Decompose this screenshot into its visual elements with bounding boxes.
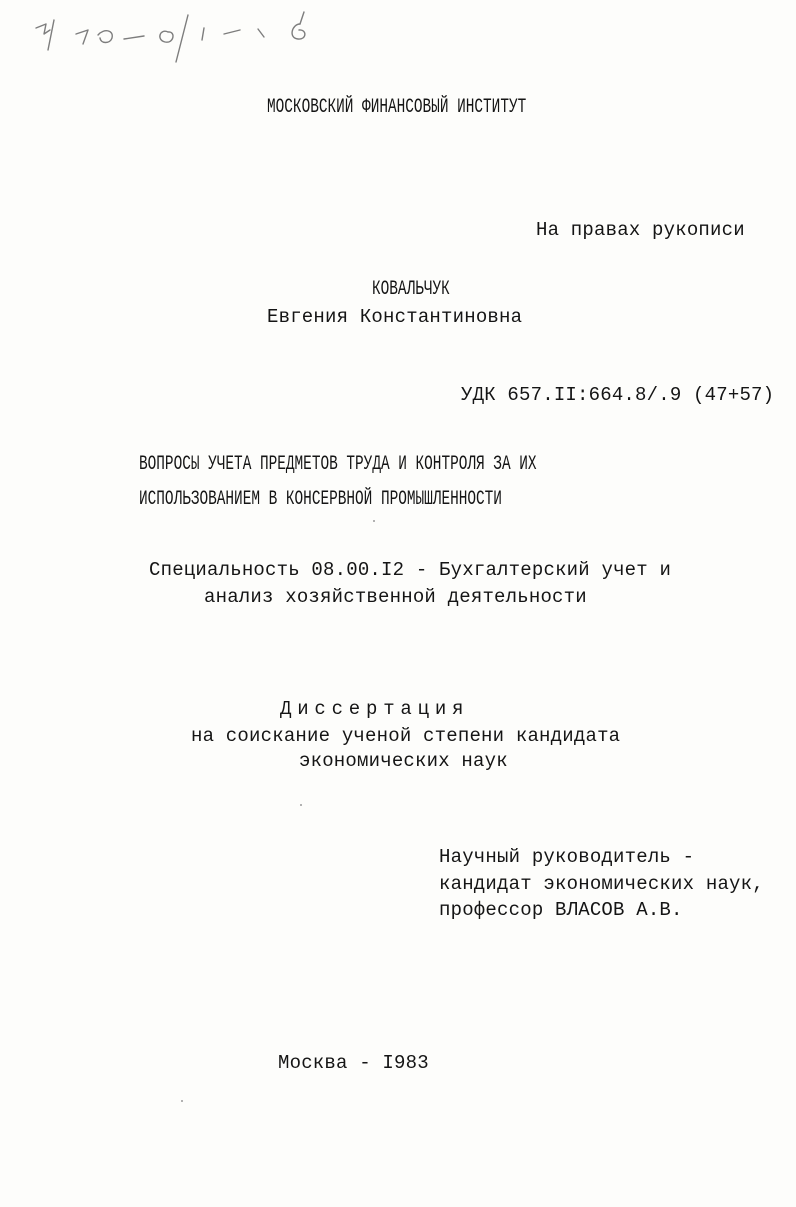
supervisor-label: Научный руководитель - [439,846,695,868]
scan-speck [300,804,302,806]
degree-line-2: экономических наук [299,750,508,772]
handwritten-archive-note [28,0,328,66]
supervisor-degree: кандидат экономических наук, [439,873,764,895]
author-given-names: Евгения Константиновна [267,306,523,328]
degree-line-1: на соискание ученой степени кандидата [191,725,621,747]
place-and-year: Москва - I983 [278,1052,429,1074]
dissertation-type: Диссертация [280,698,470,720]
handwritten-note-text: 37 83-8/...6 [36,51,152,66]
specialty-line-1: Специальность 08.00.I2 - Бухгалтерский учет и [149,559,672,581]
udk-code: УДК 657.II:664.8/.9 (47+57) [461,384,775,406]
author-surname: КОВАЛЬЧУК [372,278,450,301]
scan-speck [181,1100,183,1102]
dissertation-title-line-1: ВОПРОСЫ УЧЕТА ПРЕДМЕТОВ ТРУДА И КОНТРОЛЯ ЗА ИХ [139,453,537,476]
dissertation-title-line-2: ИСПОЛЬЗОВАНИЕМ В КОНСЕРВНОЙ ПРОМЫШЛЕННОСТИ [139,488,502,511]
supervisor-name: профессор ВЛАСОВ А.В. [439,899,683,921]
institute-name: МОСКОВСКИЙ ФИНАНСОВЫЙ ИНСТИТУТ [267,96,527,119]
scan-speck [373,520,375,522]
specialty-line-2: анализ хозяйственной деятельности [204,586,587,608]
manuscript-rights-note: На правах рукописи [536,219,745,241]
